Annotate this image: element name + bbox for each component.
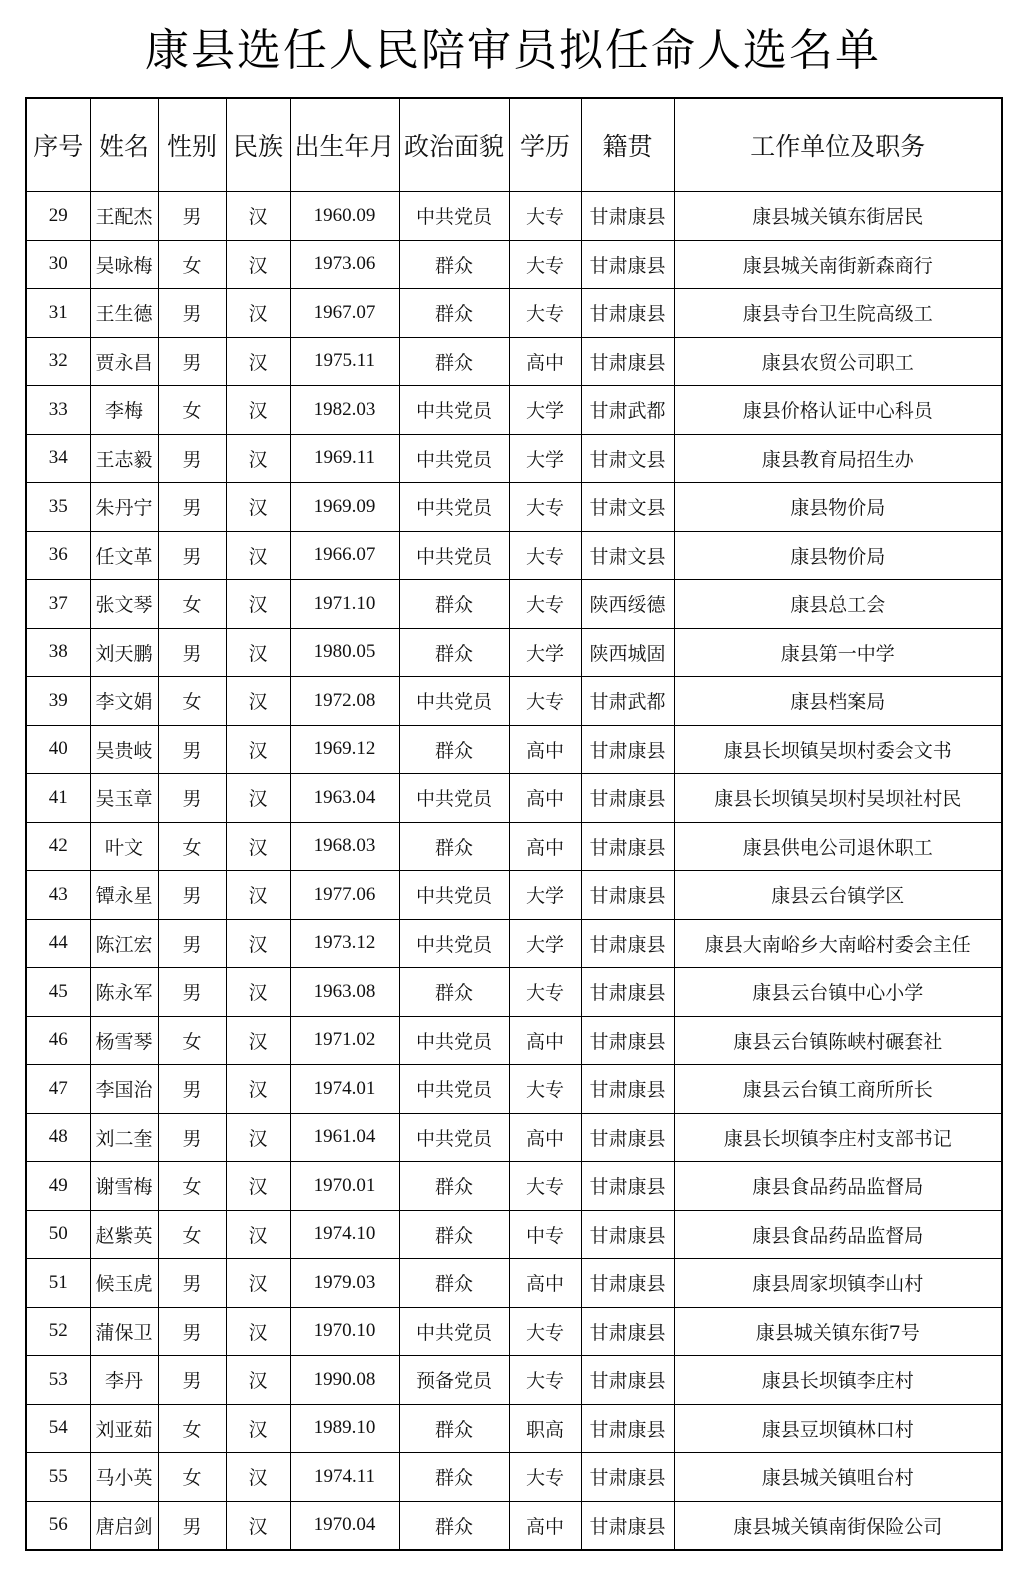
table-row xyxy=(26,1016,1002,1065)
cell-workplace: 康县食品药品监督局 xyxy=(674,1210,1002,1259)
cell-education: 大专 xyxy=(509,1307,581,1356)
cell-index: 40 xyxy=(26,725,90,774)
cell-native-place: 甘肃康县 xyxy=(581,871,674,920)
cell-education: 大专 xyxy=(509,1356,581,1405)
column-header-gender: 性别 xyxy=(158,98,226,192)
cell-gender: 男 xyxy=(158,1259,226,1308)
cell-gender: 男 xyxy=(158,1501,226,1550)
cell-birth: 1960.09 xyxy=(290,192,399,241)
cell-native-place: 甘肃文县 xyxy=(581,483,674,532)
cell-name: 李国治 xyxy=(90,1065,158,1114)
cell-birth: 1973.06 xyxy=(290,240,399,289)
cell-native-place: 甘肃文县 xyxy=(581,434,674,483)
cell-name: 刘亚茹 xyxy=(90,1404,158,1453)
cell-birth: 1974.10 xyxy=(290,1210,399,1259)
cell-workplace: 康县城关镇咀台村 xyxy=(674,1453,1002,1502)
cell-birth: 1982.03 xyxy=(290,386,399,435)
cell-birth: 1970.04 xyxy=(290,1501,399,1550)
cell-workplace: 康县食品药品监督局 xyxy=(674,1162,1002,1211)
cell-political-status: 中共党员 xyxy=(399,1307,509,1356)
cell-gender: 男 xyxy=(158,1356,226,1405)
cell-name: 李梅 xyxy=(90,386,158,435)
cell-gender: 男 xyxy=(158,725,226,774)
cell-birth: 1974.01 xyxy=(290,1065,399,1114)
column-header-birth: 出生年月 xyxy=(290,98,399,192)
cell-education: 高中 xyxy=(509,337,581,386)
cell-index: 34 xyxy=(26,434,90,483)
cell-index: 41 xyxy=(26,774,90,823)
cell-workplace: 康县教育局招生办 xyxy=(674,434,1002,483)
cell-name: 王志毅 xyxy=(90,434,158,483)
cell-gender: 男 xyxy=(158,1113,226,1162)
cell-workplace: 康县长坝镇李庄村支部书记 xyxy=(674,1113,1002,1162)
cell-index: 37 xyxy=(26,580,90,629)
table-row xyxy=(26,192,1002,241)
cell-political-status: 群众 xyxy=(399,822,509,871)
cell-ethnicity: 汉 xyxy=(226,1210,290,1259)
cell-gender: 男 xyxy=(158,774,226,823)
cell-political-status: 群众 xyxy=(399,1453,509,1502)
table-row xyxy=(26,386,1002,435)
table-row xyxy=(26,725,1002,774)
cell-ethnicity: 汉 xyxy=(226,289,290,338)
cell-political-status: 群众 xyxy=(399,580,509,629)
table-row xyxy=(26,968,1002,1017)
cell-political-status: 中共党员 xyxy=(399,871,509,920)
cell-index: 44 xyxy=(26,919,90,968)
cell-workplace: 康县豆坝镇林口村 xyxy=(674,1404,1002,1453)
cell-gender: 男 xyxy=(158,919,226,968)
cell-gender: 女 xyxy=(158,580,226,629)
table-row xyxy=(26,1501,1002,1550)
table-row xyxy=(26,337,1002,386)
cell-name: 候玉虎 xyxy=(90,1259,158,1308)
table-row xyxy=(26,677,1002,726)
cell-education: 大专 xyxy=(509,580,581,629)
cell-workplace: 康县城关镇东街7号 xyxy=(674,1307,1002,1356)
cell-education: 高中 xyxy=(509,1259,581,1308)
cell-native-place: 甘肃康县 xyxy=(581,1453,674,1502)
cell-workplace: 康县长坝镇吴坝村委会文书 xyxy=(674,725,1002,774)
cell-birth: 1971.02 xyxy=(290,1016,399,1065)
cell-ethnicity: 汉 xyxy=(226,628,290,677)
cell-name: 任文革 xyxy=(90,531,158,580)
cell-workplace: 康县城关南街新森商行 xyxy=(674,240,1002,289)
cell-native-place: 甘肃康县 xyxy=(581,1356,674,1405)
cell-education: 高中 xyxy=(509,1016,581,1065)
cell-workplace: 康县价格认证中心科员 xyxy=(674,386,1002,435)
cell-ethnicity: 汉 xyxy=(226,580,290,629)
cell-name: 马小英 xyxy=(90,1453,158,1502)
cell-education: 大专 xyxy=(509,192,581,241)
cell-gender: 男 xyxy=(158,871,226,920)
table-row xyxy=(26,289,1002,338)
cell-ethnicity: 汉 xyxy=(226,1501,290,1550)
cell-name: 贾永昌 xyxy=(90,337,158,386)
cell-index: 32 xyxy=(26,337,90,386)
table-row xyxy=(26,871,1002,920)
cell-education: 高中 xyxy=(509,774,581,823)
cell-birth: 1972.08 xyxy=(290,677,399,726)
cell-ethnicity: 汉 xyxy=(226,1016,290,1065)
cell-index: 51 xyxy=(26,1259,90,1308)
cell-gender: 女 xyxy=(158,240,226,289)
column-header-name: 姓名 xyxy=(90,98,158,192)
table-row xyxy=(26,240,1002,289)
column-header-ethnicity: 民族 xyxy=(226,98,290,192)
cell-name: 吴贵岐 xyxy=(90,725,158,774)
cell-ethnicity: 汉 xyxy=(226,1065,290,1114)
cell-education: 大专 xyxy=(509,289,581,338)
cell-gender: 男 xyxy=(158,531,226,580)
cell-index: 45 xyxy=(26,968,90,1017)
cell-name: 李丹 xyxy=(90,1356,158,1405)
table-body xyxy=(26,192,1002,1551)
cell-name: 唐启剑 xyxy=(90,1501,158,1550)
cell-workplace: 康县档案局 xyxy=(674,677,1002,726)
cell-native-place: 甘肃康县 xyxy=(581,822,674,871)
cell-political-status: 中共党员 xyxy=(399,774,509,823)
cell-birth: 1963.08 xyxy=(290,968,399,1017)
cell-education: 高中 xyxy=(509,1501,581,1550)
cell-birth: 1969.11 xyxy=(290,434,399,483)
cell-ethnicity: 汉 xyxy=(226,337,290,386)
cell-workplace: 康县第一中学 xyxy=(674,628,1002,677)
cell-political-status: 中共党员 xyxy=(399,1065,509,1114)
cell-ethnicity: 汉 xyxy=(226,1307,290,1356)
cell-political-status: 群众 xyxy=(399,725,509,774)
cell-birth: 1980.05 xyxy=(290,628,399,677)
cell-ethnicity: 汉 xyxy=(226,386,290,435)
cell-ethnicity: 汉 xyxy=(226,1259,290,1308)
cell-name: 吴咏梅 xyxy=(90,240,158,289)
cell-name: 刘天鹏 xyxy=(90,628,158,677)
cell-workplace: 康县物价局 xyxy=(674,483,1002,532)
cell-birth: 1967.07 xyxy=(290,289,399,338)
cell-political-status: 群众 xyxy=(399,1501,509,1550)
cell-native-place: 甘肃康县 xyxy=(581,1501,674,1550)
table-header-row xyxy=(26,98,1002,192)
cell-political-status: 中共党员 xyxy=(399,919,509,968)
cell-ethnicity: 汉 xyxy=(226,677,290,726)
cell-native-place: 甘肃康县 xyxy=(581,240,674,289)
cell-native-place: 甘肃康县 xyxy=(581,337,674,386)
cell-index: 53 xyxy=(26,1356,90,1405)
cell-index: 55 xyxy=(26,1453,90,1502)
cell-birth: 1973.12 xyxy=(290,919,399,968)
cell-index: 52 xyxy=(26,1307,90,1356)
cell-index: 33 xyxy=(26,386,90,435)
cell-gender: 男 xyxy=(158,483,226,532)
cell-index: 38 xyxy=(26,628,90,677)
juror-roster-table xyxy=(25,97,1003,1551)
cell-gender: 男 xyxy=(158,192,226,241)
cell-name: 叶文 xyxy=(90,822,158,871)
cell-ethnicity: 汉 xyxy=(226,434,290,483)
table-row xyxy=(26,1065,1002,1114)
cell-birth: 1969.09 xyxy=(290,483,399,532)
table-row xyxy=(26,822,1002,871)
cell-birth: 1975.11 xyxy=(290,337,399,386)
cell-gender: 男 xyxy=(158,968,226,1017)
cell-gender: 女 xyxy=(158,1162,226,1211)
cell-education: 大专 xyxy=(509,483,581,532)
cell-workplace: 康县总工会 xyxy=(674,580,1002,629)
cell-birth: 1968.03 xyxy=(290,822,399,871)
cell-birth: 1979.03 xyxy=(290,1259,399,1308)
cell-name: 陈永军 xyxy=(90,968,158,1017)
cell-political-status: 中共党员 xyxy=(399,483,509,532)
cell-gender: 女 xyxy=(158,822,226,871)
cell-gender: 男 xyxy=(158,434,226,483)
cell-ethnicity: 汉 xyxy=(226,483,290,532)
cell-political-status: 群众 xyxy=(399,240,509,289)
cell-education: 中专 xyxy=(509,1210,581,1259)
cell-native-place: 甘肃康县 xyxy=(581,1404,674,1453)
cell-education: 大学 xyxy=(509,871,581,920)
cell-name: 刘二奎 xyxy=(90,1113,158,1162)
table-row xyxy=(26,1113,1002,1162)
cell-education: 高中 xyxy=(509,725,581,774)
cell-name: 李文娟 xyxy=(90,677,158,726)
cell-gender: 男 xyxy=(158,1065,226,1114)
cell-education: 大学 xyxy=(509,386,581,435)
cell-name: 王配杰 xyxy=(90,192,158,241)
cell-birth: 1970.10 xyxy=(290,1307,399,1356)
cell-education: 大专 xyxy=(509,1162,581,1211)
cell-name: 王生德 xyxy=(90,289,158,338)
cell-political-status: 群众 xyxy=(399,1162,509,1211)
cell-political-status: 群众 xyxy=(399,628,509,677)
cell-education: 大专 xyxy=(509,677,581,726)
cell-gender: 女 xyxy=(158,386,226,435)
cell-native-place: 甘肃文县 xyxy=(581,531,674,580)
cell-ethnicity: 汉 xyxy=(226,1404,290,1453)
cell-political-status: 群众 xyxy=(399,1404,509,1453)
cell-index: 50 xyxy=(26,1210,90,1259)
cell-birth: 1966.07 xyxy=(290,531,399,580)
cell-political-status: 群众 xyxy=(399,289,509,338)
cell-name: 朱丹宁 xyxy=(90,483,158,532)
table-row xyxy=(26,1404,1002,1453)
cell-birth: 1974.11 xyxy=(290,1453,399,1502)
cell-native-place: 甘肃康县 xyxy=(581,968,674,1017)
cell-native-place: 甘肃康县 xyxy=(581,1113,674,1162)
cell-name: 吴玉章 xyxy=(90,774,158,823)
cell-gender: 女 xyxy=(158,1404,226,1453)
cell-native-place: 陕西城固 xyxy=(581,628,674,677)
cell-political-status: 中共党员 xyxy=(399,386,509,435)
cell-education: 高中 xyxy=(509,822,581,871)
table-row xyxy=(26,580,1002,629)
cell-index: 43 xyxy=(26,871,90,920)
cell-gender: 女 xyxy=(158,1453,226,1502)
column-header-education: 学历 xyxy=(509,98,581,192)
cell-ethnicity: 汉 xyxy=(226,725,290,774)
cell-political-status: 中共党员 xyxy=(399,1113,509,1162)
cell-workplace: 康县寺台卫生院高级工 xyxy=(674,289,1002,338)
cell-name: 谢雪梅 xyxy=(90,1162,158,1211)
cell-native-place: 甘肃康县 xyxy=(581,1210,674,1259)
cell-native-place: 甘肃康县 xyxy=(581,1065,674,1114)
cell-political-status: 中共党员 xyxy=(399,192,509,241)
table-row xyxy=(26,1210,1002,1259)
cell-education: 大专 xyxy=(509,1453,581,1502)
cell-native-place: 甘肃康县 xyxy=(581,725,674,774)
table-row xyxy=(26,1307,1002,1356)
cell-gender: 男 xyxy=(158,628,226,677)
cell-workplace: 康县城关镇东街居民 xyxy=(674,192,1002,241)
table-row xyxy=(26,1259,1002,1308)
column-header-workplace: 工作单位及职务 xyxy=(674,98,1002,192)
cell-political-status: 中共党员 xyxy=(399,1016,509,1065)
cell-birth: 1971.10 xyxy=(290,580,399,629)
cell-native-place: 甘肃康县 xyxy=(581,774,674,823)
table-row xyxy=(26,1453,1002,1502)
cell-index: 46 xyxy=(26,1016,90,1065)
cell-name: 蒲保卫 xyxy=(90,1307,158,1356)
cell-index: 49 xyxy=(26,1162,90,1211)
cell-ethnicity: 汉 xyxy=(226,240,290,289)
cell-name: 陈江宏 xyxy=(90,919,158,968)
cell-index: 30 xyxy=(26,240,90,289)
cell-political-status: 群众 xyxy=(399,1259,509,1308)
cell-workplace: 康县周家坝镇李山村 xyxy=(674,1259,1002,1308)
cell-native-place: 甘肃武都 xyxy=(581,386,674,435)
cell-workplace: 康县云台镇陈峡村碾套社 xyxy=(674,1016,1002,1065)
cell-native-place: 陕西绥德 xyxy=(581,580,674,629)
table-row xyxy=(26,434,1002,483)
cell-index: 31 xyxy=(26,289,90,338)
cell-political-status: 中共党员 xyxy=(399,677,509,726)
cell-ethnicity: 汉 xyxy=(226,1453,290,1502)
cell-political-status: 预备党员 xyxy=(399,1356,509,1405)
column-header-native-place: 籍贯 xyxy=(581,98,674,192)
cell-education: 大专 xyxy=(509,240,581,289)
cell-native-place: 甘肃康县 xyxy=(581,1259,674,1308)
cell-education: 大专 xyxy=(509,1065,581,1114)
cell-index: 54 xyxy=(26,1404,90,1453)
cell-name: 赵紫英 xyxy=(90,1210,158,1259)
cell-ethnicity: 汉 xyxy=(226,822,290,871)
cell-ethnicity: 汉 xyxy=(226,1162,290,1211)
cell-ethnicity: 汉 xyxy=(226,192,290,241)
cell-education: 大学 xyxy=(509,628,581,677)
cell-education: 职高 xyxy=(509,1404,581,1453)
cell-name: 张文琴 xyxy=(90,580,158,629)
column-header-index: 序号 xyxy=(26,98,90,192)
cell-ethnicity: 汉 xyxy=(226,871,290,920)
cell-index: 42 xyxy=(26,822,90,871)
cell-ethnicity: 汉 xyxy=(226,774,290,823)
cell-name: 杨雪琴 xyxy=(90,1016,158,1065)
table-row xyxy=(26,628,1002,677)
cell-workplace: 康县大南峪乡大南峪村委会主任 xyxy=(674,919,1002,968)
cell-index: 29 xyxy=(26,192,90,241)
table-row xyxy=(26,483,1002,532)
cell-index: 47 xyxy=(26,1065,90,1114)
cell-political-status: 中共党员 xyxy=(399,531,509,580)
cell-ethnicity: 汉 xyxy=(226,1356,290,1405)
cell-gender: 女 xyxy=(158,677,226,726)
cell-workplace: 康县供电公司退休职工 xyxy=(674,822,1002,871)
cell-native-place: 甘肃康县 xyxy=(581,1162,674,1211)
cell-index: 39 xyxy=(26,677,90,726)
cell-workplace: 康县长坝镇李庄村 xyxy=(674,1356,1002,1405)
cell-index: 56 xyxy=(26,1501,90,1550)
page-title: 康县选任人民陪审员拟任命人选名单 xyxy=(145,25,881,76)
cell-birth: 1990.08 xyxy=(290,1356,399,1405)
cell-birth: 1977.06 xyxy=(290,871,399,920)
cell-gender: 男 xyxy=(158,337,226,386)
cell-native-place: 甘肃武都 xyxy=(581,677,674,726)
cell-gender: 男 xyxy=(158,289,226,338)
cell-ethnicity: 汉 xyxy=(226,968,290,1017)
cell-birth: 1969.12 xyxy=(290,725,399,774)
cell-gender: 女 xyxy=(158,1016,226,1065)
column-header-political-status: 政治面貌 xyxy=(399,98,509,192)
cell-birth: 1963.04 xyxy=(290,774,399,823)
cell-political-status: 群众 xyxy=(399,968,509,1017)
table-row xyxy=(26,1356,1002,1405)
cell-political-status: 中共党员 xyxy=(399,434,509,483)
cell-education: 大专 xyxy=(509,531,581,580)
cell-gender: 男 xyxy=(158,1307,226,1356)
cell-workplace: 康县云台镇学区 xyxy=(674,871,1002,920)
table-row xyxy=(26,531,1002,580)
table-row xyxy=(26,1162,1002,1211)
cell-education: 大专 xyxy=(509,968,581,1017)
cell-ethnicity: 汉 xyxy=(226,1113,290,1162)
cell-education: 大学 xyxy=(509,434,581,483)
cell-native-place: 甘肃康县 xyxy=(581,289,674,338)
cell-political-status: 群众 xyxy=(399,1210,509,1259)
cell-gender: 女 xyxy=(158,1210,226,1259)
cell-native-place: 甘肃康县 xyxy=(581,1016,674,1065)
cell-native-place: 甘肃康县 xyxy=(581,1307,674,1356)
cell-workplace: 康县云台镇工商所所长 xyxy=(674,1065,1002,1114)
cell-birth: 1970.01 xyxy=(290,1162,399,1211)
cell-ethnicity: 汉 xyxy=(226,919,290,968)
cell-native-place: 甘肃康县 xyxy=(581,919,674,968)
cell-birth: 1961.04 xyxy=(290,1113,399,1162)
cell-index: 48 xyxy=(26,1113,90,1162)
cell-native-place: 甘肃康县 xyxy=(581,192,674,241)
cell-political-status: 群众 xyxy=(399,337,509,386)
cell-workplace: 康县长坝镇吴坝村吴坝社村民 xyxy=(674,774,1002,823)
cell-workplace: 康县物价局 xyxy=(674,531,1002,580)
cell-education: 大学 xyxy=(509,919,581,968)
table-row xyxy=(26,919,1002,968)
cell-index: 36 xyxy=(26,531,90,580)
cell-name: 镡永星 xyxy=(90,871,158,920)
table-row xyxy=(26,774,1002,823)
cell-workplace: 康县农贸公司职工 xyxy=(674,337,1002,386)
cell-index: 35 xyxy=(26,483,90,532)
cell-workplace: 康县云台镇中心小学 xyxy=(674,968,1002,1017)
cell-ethnicity: 汉 xyxy=(226,531,290,580)
cell-workplace: 康县城关镇南街保险公司 xyxy=(674,1501,1002,1550)
cell-education: 高中 xyxy=(509,1113,581,1162)
cell-birth: 1989.10 xyxy=(290,1404,399,1453)
